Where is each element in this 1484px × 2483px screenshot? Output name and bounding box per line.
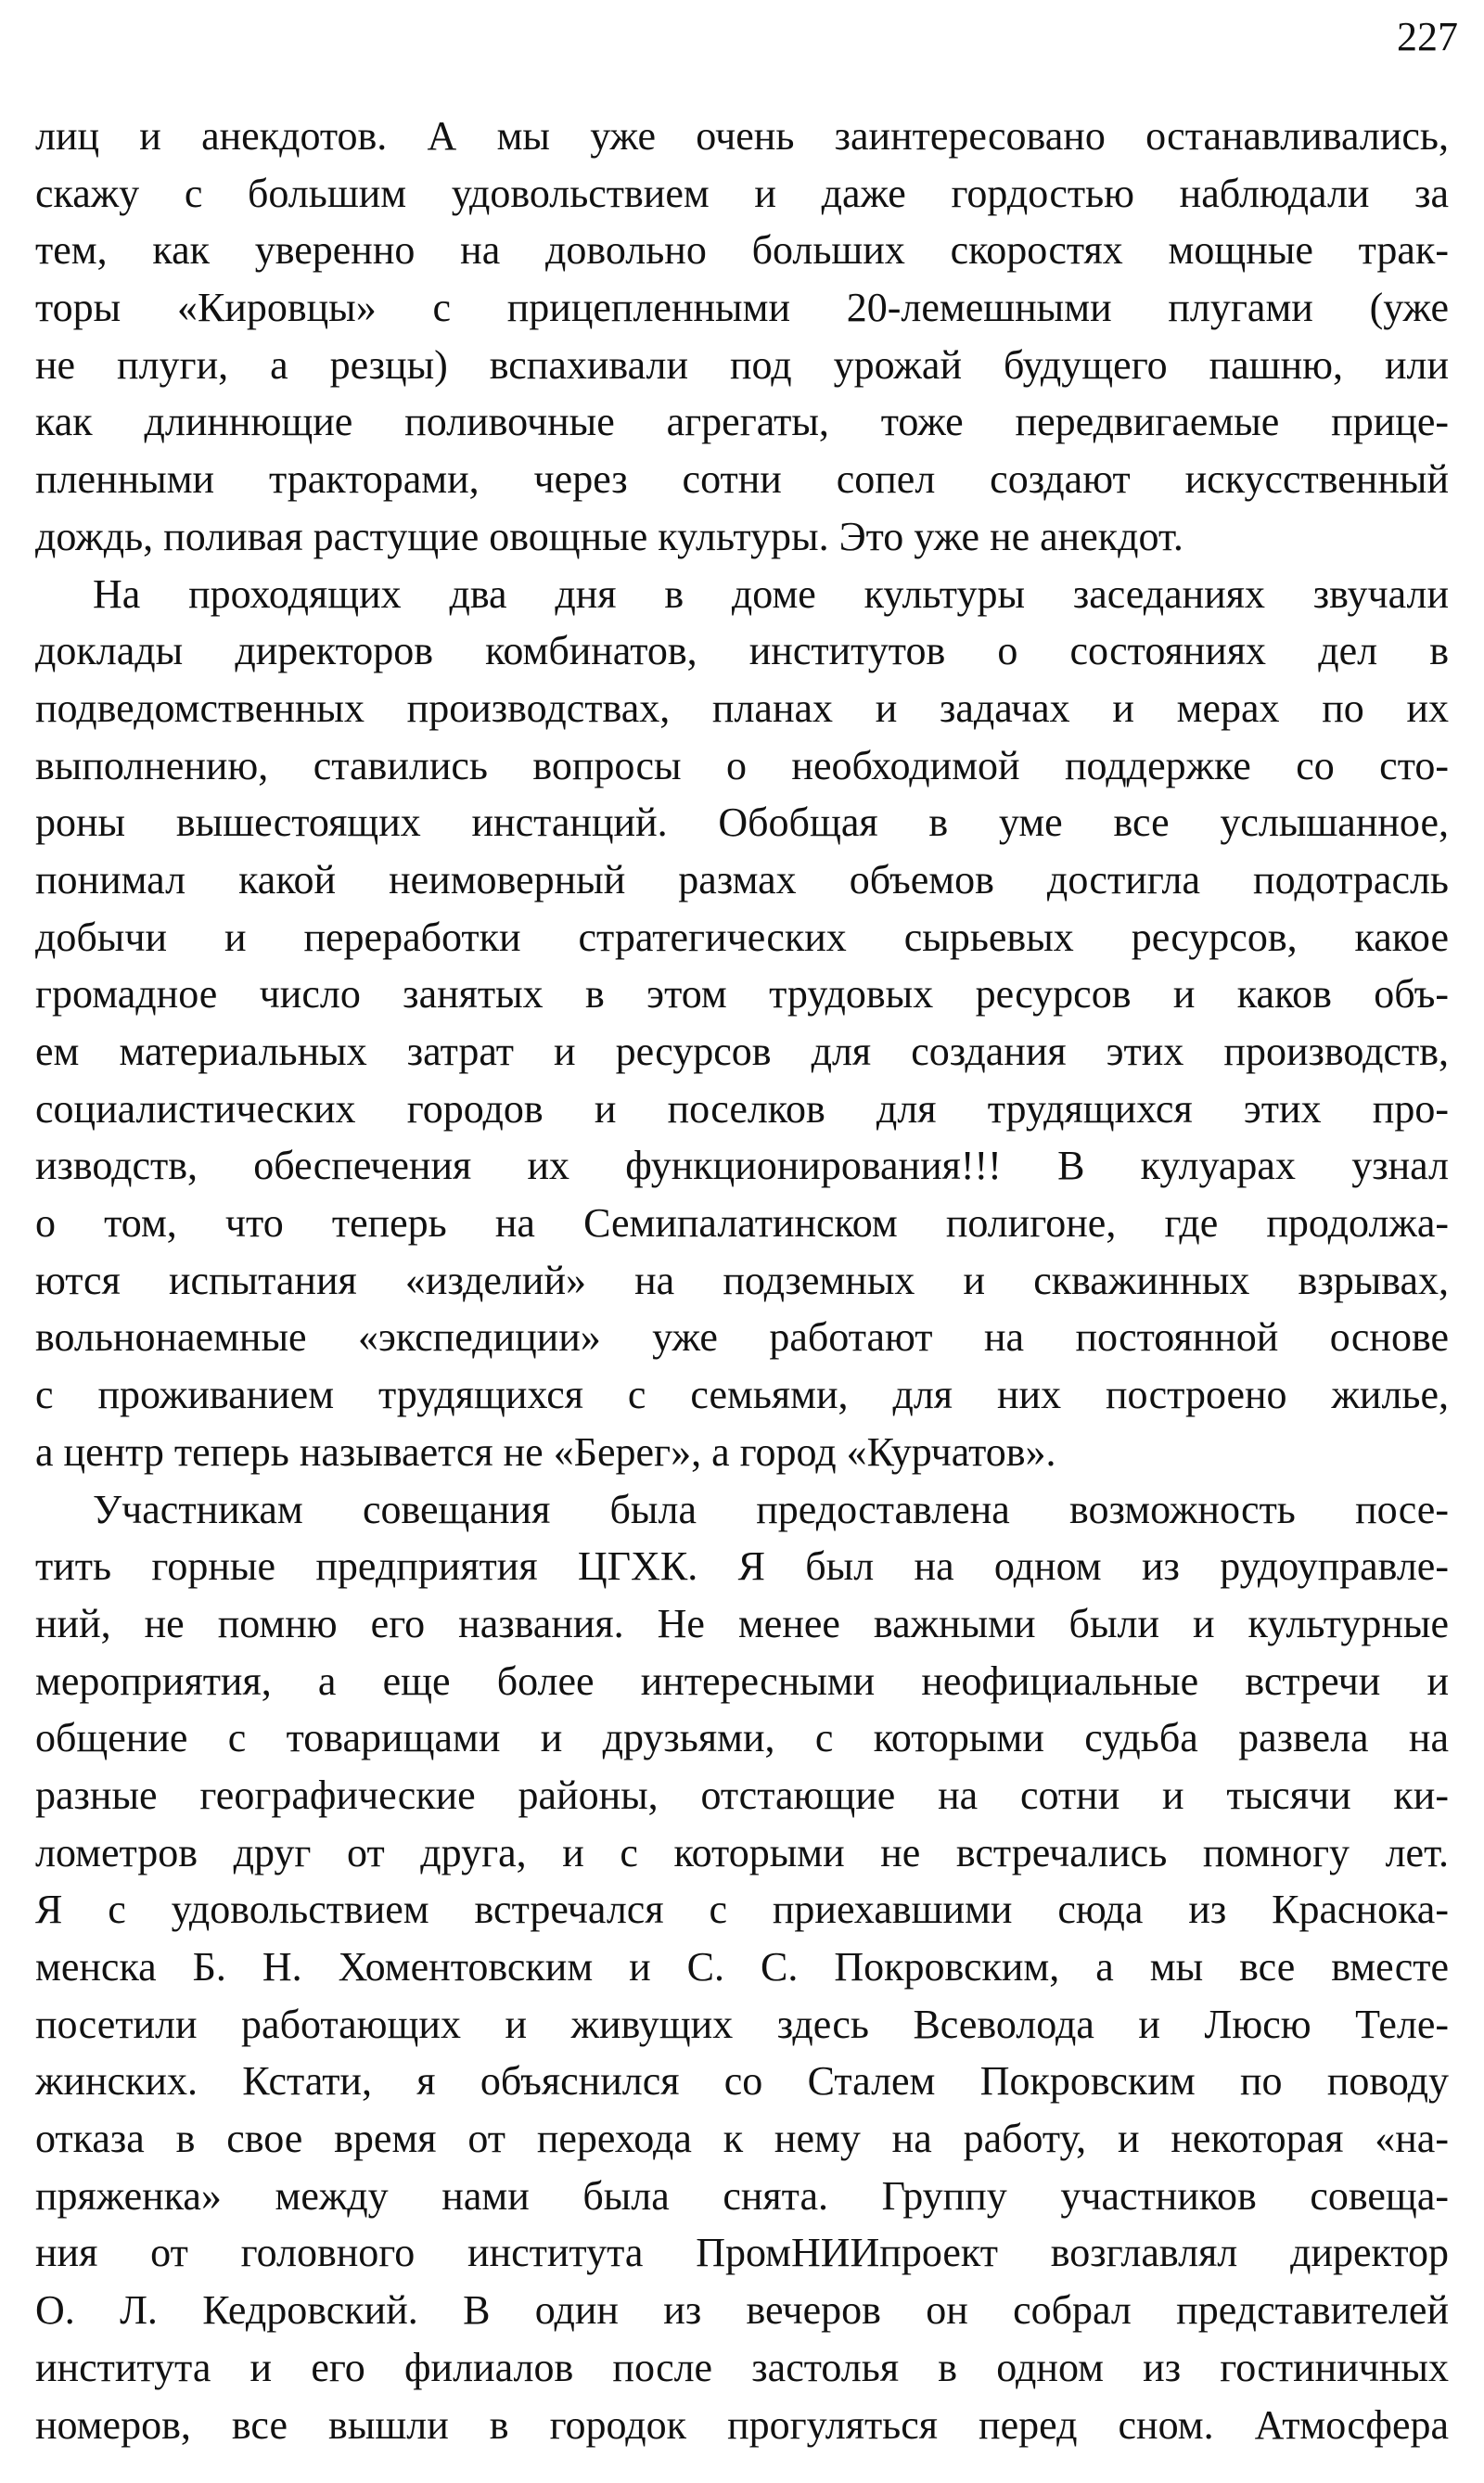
text-line: понимал какой неимоверный размах объемов достигла подотрасль bbox=[35, 856, 1449, 902]
text-line: жинских. Кстати, я объяснился со Сталем Покровским по поводу bbox=[35, 2058, 1449, 2105]
text-line: выполнению, ставились вопросы о необходимой поддержке со сто- bbox=[35, 742, 1449, 788]
text-line: роны вышестоящих инстанций. Обобщая в уме все услышанное, bbox=[35, 800, 1449, 846]
text-line: мероприятия, а еще более интересными неофициальные встречи и bbox=[35, 1657, 1449, 1704]
text-line: подведомственных производствах, планах и задачах и мерах по их bbox=[35, 685, 1449, 731]
text-line: ния от головного института ПромНИИпроект возглавлял директор bbox=[35, 2230, 1449, 2276]
text-line: изводств, обеспечения их функционирования!!! В кулуарах узнал bbox=[35, 1143, 1449, 1189]
text-line: тить горные предприятия ЦГХК. Я был на одном из рудоуправле- bbox=[35, 1543, 1449, 1590]
text-line: ний, не помню его названия. Не менее важными были и культурные bbox=[35, 1600, 1449, 1646]
text-line: доклады директоров комбинатов, институтов о состояниях дел в bbox=[35, 628, 1449, 674]
text-line: отказа в свое время от перехода к нему на работу, и некоторая «на- bbox=[35, 2116, 1449, 2162]
page-number: 227 bbox=[1397, 14, 1458, 59]
text-line: ются испытания «изделий» на подземных и скважинных взрывах, bbox=[35, 1257, 1449, 1303]
body-text bbox=[35, 108, 1449, 2453]
text-line: громадное число занятых в этом трудовых ресурсов и каков объ- bbox=[35, 971, 1449, 1018]
text-line: ем материальных затрат и ресурсов для создания этих производств, bbox=[35, 1029, 1449, 1074]
text-line: лометров друг от друга, и с которыми не встречались помногу лет. bbox=[35, 1829, 1449, 1875]
text-line: Участникам совещания была предоставлена возможность посе- bbox=[93, 1486, 1449, 1532]
text-line: о том, что теперь на Семипалатинском полигоне, где продолжа- bbox=[35, 1200, 1449, 1247]
text-line: пряженка» между нами была снята. Группу участников совеща- bbox=[35, 2172, 1449, 2219]
text-line: скажу с большим удовольствием и даже гордостью наблюдали за bbox=[35, 170, 1449, 216]
text-line: Я с удовольствием встречался с приехавшими сюда из Краснока- bbox=[35, 1887, 1449, 1933]
text-line: не плуги, а резцы) вспахивали под урожай будущего пашню, или bbox=[35, 341, 1449, 388]
text-line: как длиннющие поливочные агрегаты, тоже передвигаемые прице- bbox=[35, 399, 1449, 445]
text-line: О. Л. Кедровский. В один из вечеров он собрал представителей bbox=[35, 2287, 1449, 2334]
text-line: добычи и переработки стратегических сырьевых ресурсов, какое bbox=[35, 914, 1449, 960]
text-line: с проживанием трудящихся с семьями, для них построено жилье, bbox=[35, 1372, 1449, 1418]
text-line: разные географические районы, отстающие на сотни и тысячи ки- bbox=[35, 1772, 1449, 1818]
text-line: номеров, все вышли в городок прогуляться перед сном. Атмосфера bbox=[35, 2401, 1449, 2448]
text-line: общение с товарищами и друзьями, с которыми судьба развела на bbox=[35, 1715, 1449, 1761]
text-line: лиц и анекдотов. А мы уже очень заинтересовано останавливались, bbox=[35, 113, 1449, 159]
text-line: посетили работающих и живущих здесь Всеволода и Люсю Теле- bbox=[35, 2001, 1449, 2047]
text-line: торы «Кировцы» с прицепленными 20-лемешными плугами (уже bbox=[35, 285, 1449, 331]
text-line: а центр теперь называется не «Берег», а город «Курчатов». bbox=[35, 1428, 1056, 1475]
text-line: института и его филиалов после застолья в одном из гостиничных bbox=[35, 2344, 1449, 2390]
text-line: социалистических городов и поселков для трудящихся этих про- bbox=[35, 1085, 1449, 1132]
text-line: дождь, поливая растущие овощные культуры. Это уже не анекдот. bbox=[35, 513, 1183, 559]
text-line: пленными тракторами, через сотни сопел создают искусственный bbox=[35, 456, 1449, 503]
text-line: менска Б. Н. Хоментовским и С. С. Покровским, а мы все вместе bbox=[35, 1944, 1449, 1990]
text-line: вольнонаемные «экспедиции» уже работают на постоянной основе bbox=[35, 1314, 1449, 1361]
text-line: тем, как уверенно на довольно больших скоростях мощные трак- bbox=[35, 227, 1449, 274]
text-line: На проходящих два дня в доме культуры заседаниях звучали bbox=[93, 570, 1449, 617]
